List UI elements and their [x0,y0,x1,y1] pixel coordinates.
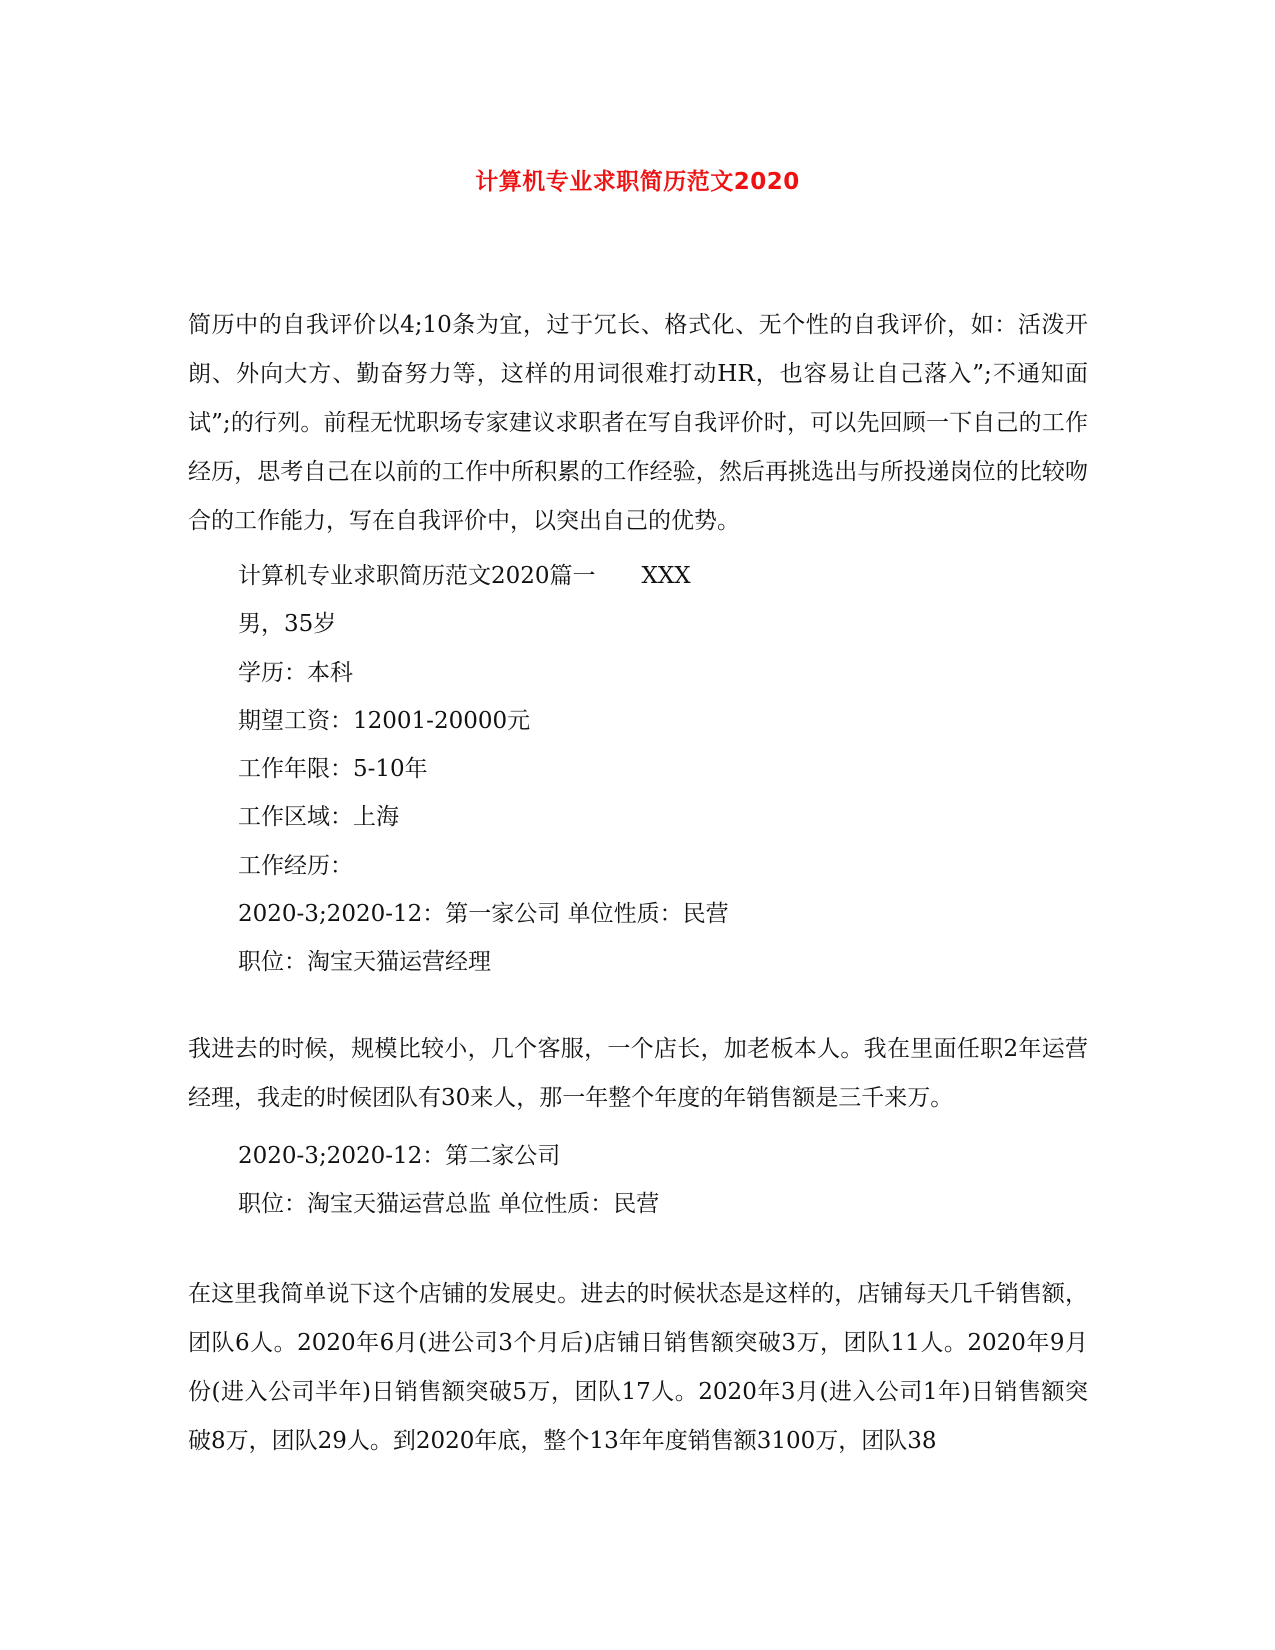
document-title: 计算机专业求职简历范文2020 [475,169,800,195]
gender-age: 男，35岁 [238,611,337,637]
expected-salary: 期望工资：12001-20000元 [238,708,531,734]
job1-description: 我进去的时候，规模比较小，几个客服，一个店长，加老板本人。我在里面任职2年运营经理，我走的时候团队有30来人，那一年整个年度的年销售额是三千来万。 [188,1036,1088,1111]
intro-paragraph: 简历中的自我评价以4;10条为宜，过于冗长、格式化、无个性的自我评价，如：活泼开朗、外向大方、勤奋努力等，这样的用词很难打动HR，也容易让自己落入”;不通知面试”;的行列。前程无忧职场专家建议求职者在写自我评价时，可以先回顾一下自己的工作经历，思考自己在以前的工作中所积累的工作经验，然后再挑选出与所投递岗位的比较吻合的工作能力，写在自我评价中，以突出自己的优势。 [188,312,1088,534]
job2-description: 在这里我简单说下这个店铺的发展史。进去的时候状态是这样的，店铺每天几千销售额，团队6人。2020年6月(进公司3个月后)店铺日销售额突破3万，团队11人。2020年9月份(进入公司半年)日销售额突破5万，团队17人。2020年3月(进入公司1年)日销售额突破8万，团队29人。到2020年底，整个13年年度销售额3100万，团队38 [188,1281,1088,1454]
resume-name: XXX [641,563,691,589]
job1-period: 2020-3;2020-12：第一家公司 单位性质：民营 [238,901,729,927]
resume-heading-line [238,552,691,601]
work-years: 工作年限：5-10年 [238,756,428,782]
job2-position: 职位：淘宝天猫运营总监 单位性质：民营 [238,1191,660,1217]
education: 学历：本科 [238,660,353,686]
work-area: 工作区域：上海 [238,804,399,830]
resume-heading: 计算机专业求职简历范文2020篇一 [238,563,596,589]
job1-position: 职位：淘宝天猫运营经理 [238,949,491,975]
experience-label: 工作经历： [238,853,353,879]
job2-period: 2020-3;2020-12：第二家公司 [238,1143,561,1169]
